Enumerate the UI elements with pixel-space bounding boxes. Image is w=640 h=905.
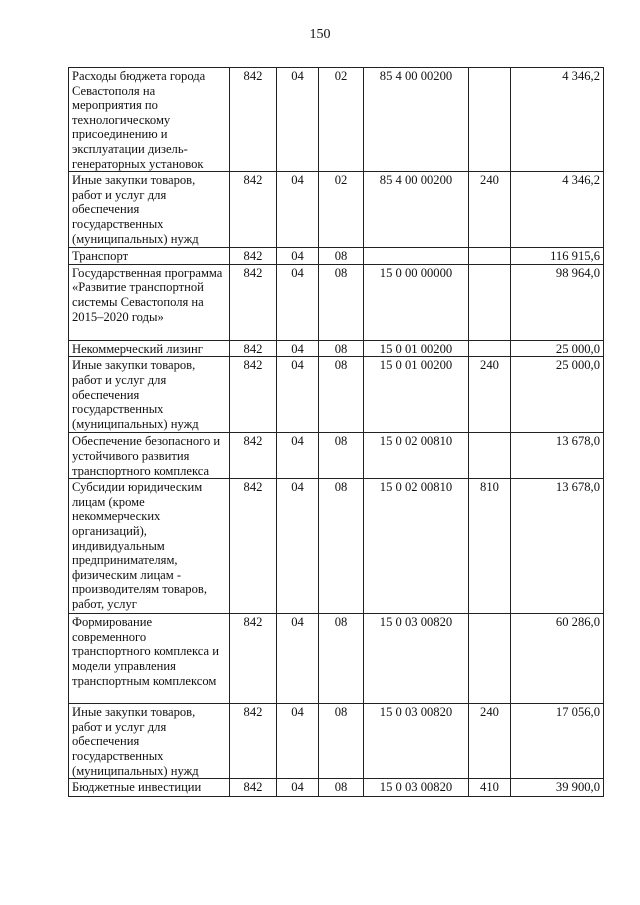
cell-type: 240 [469,704,511,779]
cell-name: Иные закупки товаров, работ и услуг для обеспечения государственных (муниципальных) нужд [69,704,230,779]
cell-type [469,248,511,265]
cell-ministry: 842 [230,68,277,172]
cell-type [469,68,511,172]
table-row [69,357,604,433]
cell-target: 15 0 03 00820 [364,614,469,704]
cell-section: 04 [277,433,319,479]
cell-name: Бюджетные инвестиции [69,779,230,797]
cell-type: 410 [469,779,511,797]
table-row [69,479,604,614]
cell-subsection: 08 [319,479,364,614]
cell-name: Некоммерческий лизинг [69,340,230,357]
table-row [69,704,604,779]
cell-amount: 17 056,0 [511,704,604,779]
cell-ministry: 842 [230,614,277,704]
page-number: 150 [309,27,331,42]
cell-ministry: 842 [230,704,277,779]
table-row [69,248,604,265]
cell-target: 15 0 02 00810 [364,479,469,614]
cell-name: Обеспечение безопасного и устойчивого развития транспортного комплекса [69,433,230,479]
cell-target: 85 4 00 00200 [364,172,469,248]
table-row [69,264,604,340]
cell-amount: 25 000,0 [511,340,604,357]
table-row [69,433,604,479]
cell-target: 15 0 03 00820 [364,704,469,779]
table-row [69,340,604,357]
cell-amount: 98 964,0 [511,264,604,340]
table-row [69,614,604,704]
cell-section: 04 [277,172,319,248]
table-row [69,172,604,248]
cell-type [469,433,511,479]
budget-table [68,67,604,797]
cell-target: 15 0 02 00810 [364,433,469,479]
cell-subsection: 08 [319,614,364,704]
cell-subsection: 08 [319,340,364,357]
cell-section: 04 [277,357,319,433]
cell-subsection: 08 [319,248,364,265]
cell-type: 240 [469,357,511,433]
cell-subsection: 08 [319,704,364,779]
cell-subsection: 08 [319,779,364,797]
cell-section: 04 [277,68,319,172]
cell-section: 04 [277,779,319,797]
cell-ministry: 842 [230,357,277,433]
cell-section: 04 [277,264,319,340]
cell-type [469,340,511,357]
cell-amount: 13 678,0 [511,479,604,614]
cell-target: 85 4 00 00200 [364,68,469,172]
cell-section: 04 [277,704,319,779]
cell-type: 810 [469,479,511,614]
cell-ministry: 842 [230,779,277,797]
cell-target [364,248,469,265]
cell-subsection: 08 [319,433,364,479]
table-row [69,779,604,797]
cell-ministry: 842 [230,172,277,248]
cell-section: 04 [277,479,319,614]
cell-type [469,264,511,340]
cell-ministry: 842 [230,433,277,479]
cell-amount: 116 915,6 [511,248,604,265]
cell-amount: 13 678,0 [511,433,604,479]
cell-subsection: 08 [319,264,364,340]
cell-subsection: 02 [319,172,364,248]
cell-amount: 4 346,2 [511,68,604,172]
cell-target: 15 0 01 00200 [364,340,469,357]
cell-amount: 60 286,0 [511,614,604,704]
cell-name: Транспорт [69,248,230,265]
cell-section: 04 [277,340,319,357]
cell-ministry: 842 [230,248,277,265]
cell-ministry: 842 [230,340,277,357]
table-row [69,68,604,172]
cell-name: Государственная программа «Развитие транспортной системы Севастополя на 2015–2020 годы» [69,264,230,340]
cell-amount: 25 000,0 [511,357,604,433]
cell-target: 15 0 03 00820 [364,779,469,797]
cell-type [469,614,511,704]
cell-subsection: 02 [319,68,364,172]
cell-name: Субсидии юридическим лицам (кроме некоммерческих организаций), индивидуальным предпринимателям, физическим лицам - производителям товаров, работ, услуг [69,479,230,614]
cell-name: Иные закупки товаров, работ и услуг для обеспечения государственных (муниципальных) нужд [69,172,230,248]
cell-section: 04 [277,614,319,704]
cell-amount: 4 346,2 [511,172,604,248]
cell-section: 04 [277,248,319,265]
cell-ministry: 842 [230,264,277,340]
cell-target: 15 0 00 00000 [364,264,469,340]
cell-type: 240 [469,172,511,248]
cell-name: Расходы бюджета города Севастополя на мероприятия по технологическому присоединению и эксплуатации дизель-генераторных установок [69,68,230,172]
cell-name: Иные закупки товаров, работ и услуг для обеспечения государственных (муниципальных) нужд [69,357,230,433]
cell-target: 15 0 01 00200 [364,357,469,433]
cell-name: Формирование современного транспортного комплекса и модели управления транспортным комплексом [69,614,230,704]
cell-amount: 39 900,0 [511,779,604,797]
cell-subsection: 08 [319,357,364,433]
cell-ministry: 842 [230,479,277,614]
